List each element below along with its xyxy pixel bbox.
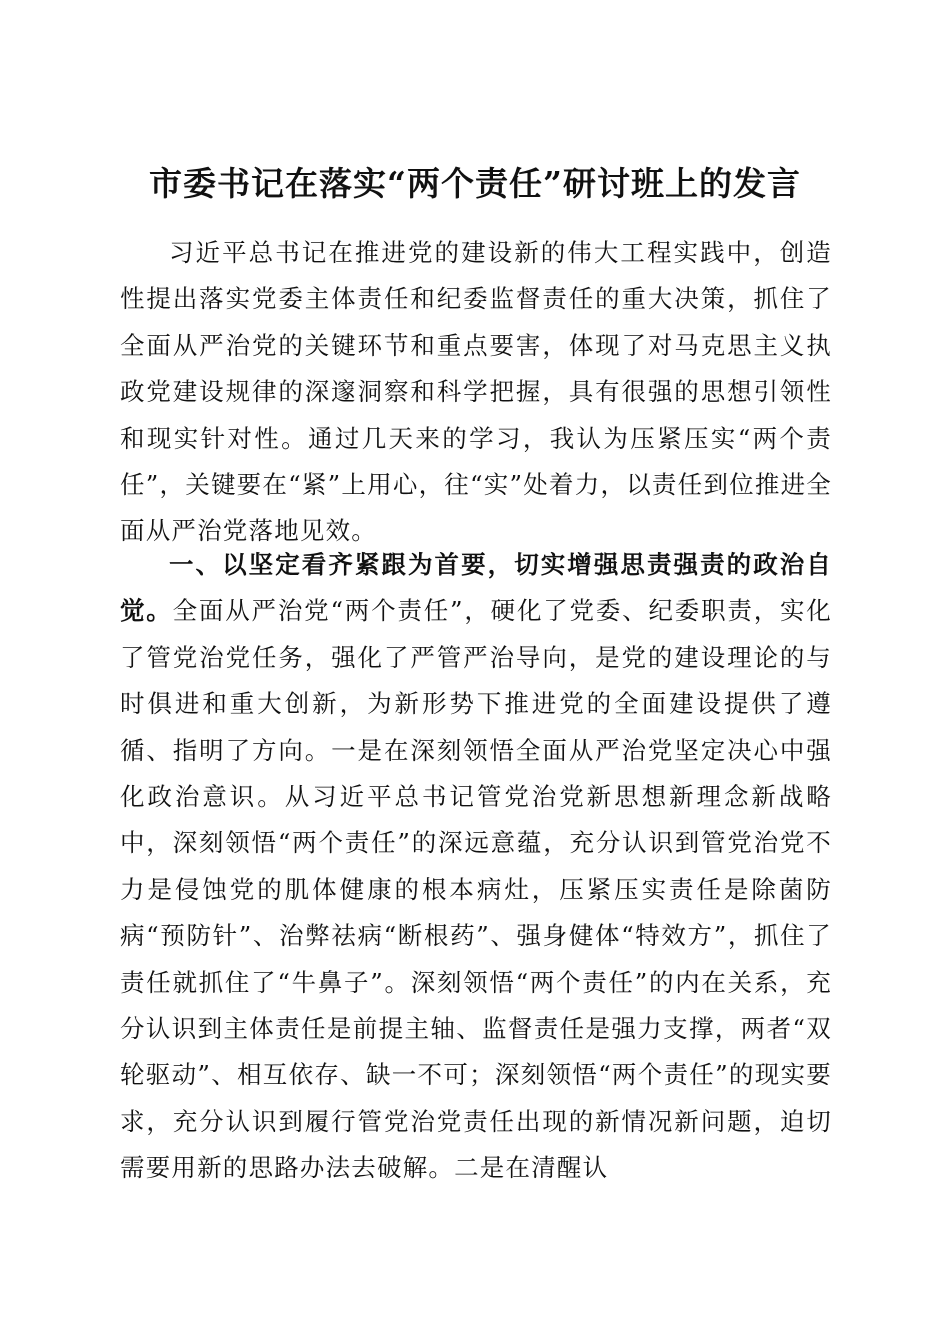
paragraph-intro <box>120 230 832 555</box>
document-title: 市委书记在落实“两个责任”研讨班上的发言 <box>149 164 801 204</box>
paragraph-intro-text: 习近平总书记在推进党的建设新的伟大工程实践中，创造性提出落实党委主体责任和纪委监督责任的重大决策，抓住了全面从严治党的关键环节和重点要害，体现了对马克思主义执政党建设规律的深邃洞察和科学把握，具有很强的思想引领性和现实针对性。通过几天来的学习，我认为压紧压实“两个责任”，关键要在“紧”上用心，往“实”处着力，以责任到位推进全面从严治党落地见效。 <box>120 238 832 546</box>
section-one-heading: 一、以坚定看齐紧跟为首要，切实增强思责强责的政治自觉。 <box>120 550 832 626</box>
paragraph-section-one <box>120 542 832 1192</box>
section-one-body: 全面从严治党“两个责任”，硬化了党委、纪委职责，实化了管党治党任务，强化了严管严治导向，是党的建设理论的与时俱进和重大创新，为新形势下推进党的全面建设提供了遵循、指明了方向。一是在深刻领悟全面从严治党坚定决心中强化政治意识。从习近平总书记管党治党新思想新理念新战略中，深刻领悟“两个责任”的深远意蕴，充分认识到管党治党不力是侵蚀党的肌体健康的根本病灶，压紧压实责任是除菌防病“预防针”、治弊祛病“断根药”、强身健体“特效方”，抓住了责任就抓住了“牛鼻子”。深刻领悟“两个责任”的内在关系，充分认识到主体责任是前提主轴、监督责任是强力支撑，两者“双轮驱动”、相互依存、缺一不可；深刻领悟“两个责任”的现实要求，充分认识到履行管党治党责任出现的新情况新问题，迫切需要用新的思路办法去破解。二是在清醒认 <box>120 596 833 1183</box>
